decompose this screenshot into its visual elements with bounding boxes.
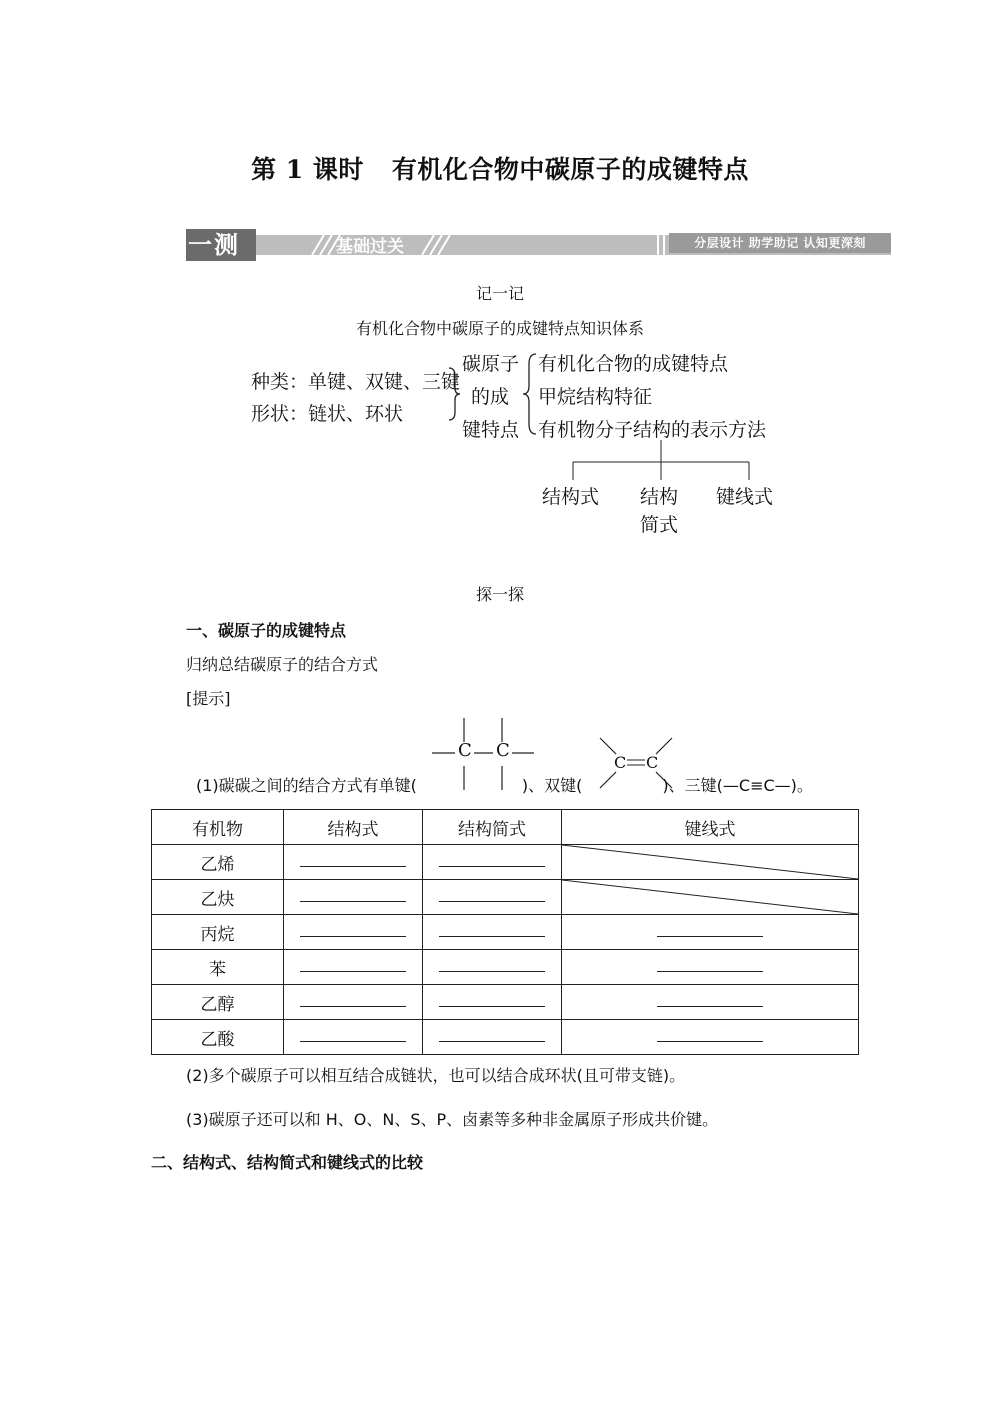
structure-table [151,809,859,1055]
blank-cell[interactable] [423,915,562,950]
center-line: 键特点 [462,419,520,441]
bottom-item: 结构 [640,486,679,508]
banner-right: 分层设计 助学助记 认知更深刻 [669,233,891,253]
compound-name: 丙烷 [152,915,284,950]
carbon-atom: C [646,753,659,772]
blank-cell[interactable] [423,1020,562,1055]
stripes-icon [418,235,458,255]
blank-cell[interactable] [562,1020,859,1055]
center-line: 碳原子 [462,353,520,375]
blank-cell[interactable] [562,950,859,985]
left-brace-icon [521,352,539,436]
table-header-row [152,810,859,845]
hint-label: [提示] [186,689,231,708]
crossed-cell [562,880,859,915]
remember-heading: 记一记 [475,284,524,303]
blank-cell[interactable] [284,915,423,950]
section-banner [186,229,891,261]
compound-name: 乙酸 [152,1020,284,1055]
carbon-atom: C [496,740,510,761]
blank-cell[interactable] [423,985,562,1020]
point-2: (2)多个碳原子可以相互结合成链状，也可以结合成环状(且可带支链)。 [186,1066,686,1085]
table-header: 键线式 [562,810,859,845]
carbon-atom: C [614,753,627,772]
table-row [152,880,859,915]
explore-heading: 探一探 [475,585,524,604]
right-brace-icon [446,366,462,422]
right-item: 有机化合物的成键特点 [538,353,729,375]
compound-name: 乙醇 [152,985,284,1020]
blank-cell[interactable] [284,950,423,985]
point-1: (1)碳碳之间的结合方式有单键( )、双键( )、三键(—C≡C—)。 [196,776,813,795]
banner-section: 基础过关 [336,237,404,257]
page-title: 第 1 课时 有机化合物中碳原子的成键特点 [251,155,749,184]
banner-label: 一测 [188,230,240,259]
table-header: 有机物 [152,810,284,845]
intro-text: 归纳总结碳原子的结合方式 [186,655,379,674]
left-item: 形状：链状、环状 [251,403,404,425]
blank-cell[interactable] [423,845,562,880]
table-row [152,1020,859,1055]
remember-subheading: 有机化合物中碳原子的成键特点知识体系 [355,319,644,338]
blank-cell[interactable] [562,985,859,1020]
table-row [152,915,859,950]
point-3: (3)碳原子还可以和 H、O、N、S、P、卤素等多种非金属原子形成共价键。 [186,1110,719,1129]
bottom-item: 键线式 [716,486,774,508]
carbon-atom: C [458,740,472,761]
table-row [152,845,859,880]
crossed-cell [562,845,859,880]
section-heading: 二、结构式、结构简式和键线式的比较 [151,1153,424,1172]
tree-connector [560,440,760,484]
table-row [152,985,859,1020]
blank-cell[interactable] [284,1020,423,1055]
blank-cell[interactable] [284,845,423,880]
bottom-item: 结构式 [542,486,600,508]
bottom-item: 简式 [640,514,679,536]
blank-cell[interactable] [423,950,562,985]
compound-name: 乙烯 [152,845,284,880]
table-header: 结构式 [284,810,423,845]
left-item: 种类：单键、双键、三键 [251,371,461,393]
section-heading: 一、碳原子的成键特点 [186,621,347,640]
table-header: 结构简式 [423,810,562,845]
center-line: 的成 [471,386,510,408]
blank-cell[interactable] [423,880,562,915]
table-row [152,950,859,985]
compound-name: 苯 [152,950,284,985]
divider-icon [654,235,668,255]
compound-name: 乙炔 [152,880,284,915]
blank-cell[interactable] [284,985,423,1020]
right-item: 有机物分子结构的表示方法 [538,419,767,441]
blank-cell[interactable] [284,880,423,915]
blank-cell[interactable] [562,915,859,950]
right-item: 甲烷结构特征 [538,386,653,408]
